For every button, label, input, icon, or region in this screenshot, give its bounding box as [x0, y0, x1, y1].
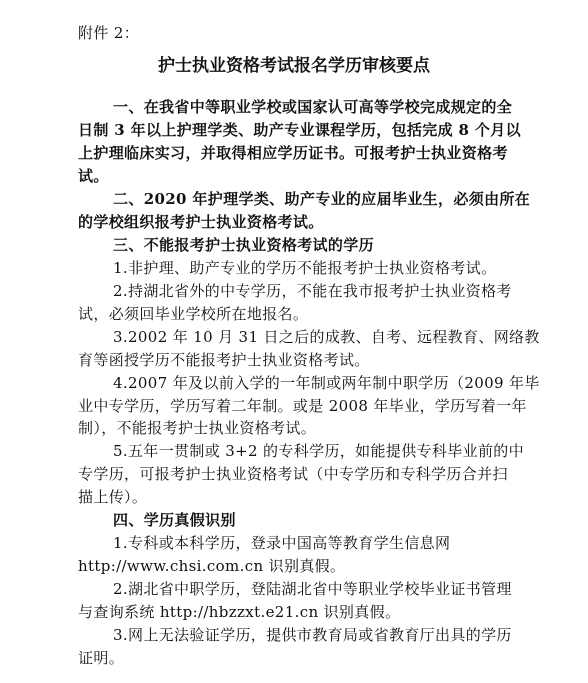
- section1-line-4: 试。: [78, 166, 109, 185]
- section3-heading: 三、不能报考护士执业资格考试的学历: [113, 235, 374, 254]
- section3-item5-line-1: 5.五年一贯制或 3+2 的专科学历，如能提供专科毕业前的中: [113, 442, 525, 461]
- section4-item1-line-2: http://www.chsi.com.cn 识别真假。: [78, 557, 346, 576]
- section1-line-1: 一、在我省中等职业学校或国家认可高等学校完成规定的全: [113, 98, 513, 116]
- section3-item4-line-1: 4.2007 年及以前入学的一年制或两年制中职学历（2009 年毕: [113, 373, 540, 392]
- section4-item2-line-1: 2.湖北省中职学历，登陆湖北省中等职业学校毕业证书管理: [113, 580, 512, 599]
- section3-item2-line-2: 试，必须回毕业学校所在地报名。: [78, 304, 309, 323]
- section1-line-3: 上护理临床实习，并取得相应学历证书。可报考护士执业资格考: [78, 143, 508, 162]
- section3-item4-line-3: 制），不能报考护士执业资格考试。: [78, 419, 317, 438]
- section4-item1-line-1: 1.专科或本科学历，登录中国高等教育学生信息网: [113, 534, 451, 553]
- section4-heading: 四、学历真假识别: [113, 511, 236, 530]
- section2-line-2: 的学校组织报考护士执业资格考试。: [78, 212, 324, 231]
- section3-item2-line-1: 2.持湖北省外的中专学历，不能在我市报考护士执业资格考: [113, 281, 512, 300]
- section3-item3-line-2: 育等函授学历不能报考护士执业资格考试。: [78, 350, 370, 369]
- section4-item3-line-1: 3.网上无法验证学历，提供市教育局或省教育厅出具的学历: [113, 626, 512, 644]
- document-title: 护士执业资格考试报名学历审核要点: [158, 56, 430, 76]
- section3-item1-line-1: 1.非护理、助产专业的学历不能报考护士执业资格考试。: [113, 258, 497, 277]
- section2-line-1: 二、2020 年护理学类、助产专业的应届毕业生，必须由所在: [113, 189, 531, 208]
- attachment-label: 附件 2：: [78, 24, 140, 42]
- section3-item5-line-3: 描上传）。: [78, 488, 148, 507]
- section4-item2-line-2: 与查询系统 http://hbzzxt.e21.cn 识别真假。: [78, 603, 401, 622]
- section4-item3-line-2: 证明。: [78, 649, 125, 667]
- section3-item4-line-2: 业中专学历，学历写着二年制。或是 2008 年毕业，学历写着一年: [78, 396, 527, 415]
- section3-item3-line-1: 3.2002 年 10 月 31 日之后的成教、自考、远程教育、网络教: [113, 327, 540, 346]
- section1-line-2: 日制 3 年以上护理学类、助产专业课程学历，包括完成 8 个月以: [78, 121, 521, 139]
- section3-item5-line-2: 专学历，可报考护士执业资格考试（中专学历和专科学历合并扫: [78, 465, 508, 484]
